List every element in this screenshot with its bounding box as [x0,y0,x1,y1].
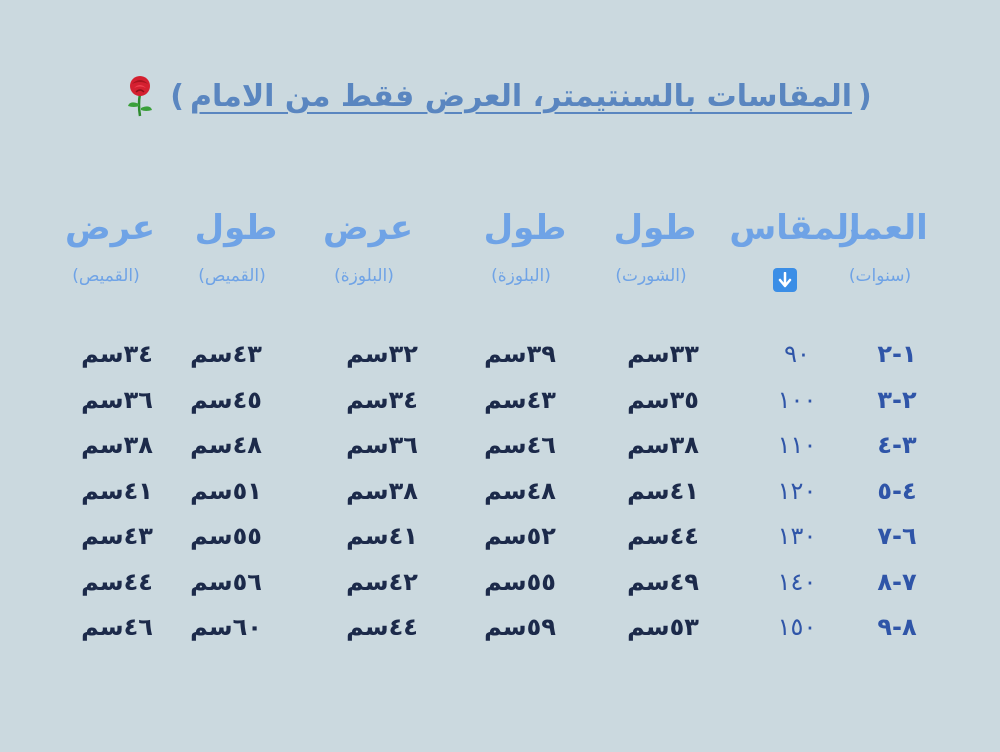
title-open-paren: ( [858,78,872,114]
table-cell-size: ١٢٠ [777,476,817,505]
table-cell-shirt-width: ٣٦سم [81,385,153,414]
down-arrow-icon [773,268,797,292]
table-cell-blouse-width: ٤١سم [346,522,418,550]
table-cell-shirt-width: ٤٤سم [81,567,153,596]
title-close-paren: ) [170,78,184,114]
table-cell-blouse-width: ٣٨سم [346,476,418,505]
table-cell-shirt-length: ٥١سم [190,476,262,505]
table-cell-blouse-length: ٤٨سم [484,476,556,505]
column-subheader-shirt-length: (القميص) [198,266,266,286]
table-cell-shirt-width: ٣٨سم [81,431,153,459]
table-cell-blouse-width: ٤٢سم [346,567,418,596]
table-cell-shirt-width: ٤٣سم [81,522,153,550]
column-subheader-shirt-width: (القميص) [72,266,140,286]
table-cell-size: ٩٠ [784,340,810,368]
table-cell-size: ١٤٠ [777,567,817,596]
table-cell-shorts-length: ٣٣سم [627,340,699,368]
column-header-age: العمر [840,208,928,248]
rose-icon [122,74,158,118]
table-cell-age: ٧-٨ [877,567,917,596]
table-cell-shirt-width: ٤١سم [81,476,153,505]
table-cell-shirt-length: ٤٥سم [190,385,262,414]
table-cell-shorts-length: ٣٨سم [627,431,699,459]
table-cell-shorts-length: ٤٤سم [627,522,699,550]
table-cell-shirt-length: ٥٥سم [190,522,262,550]
table-cell-blouse-length: ٥٩سم [484,613,556,641]
table-cell-size: ١٠٠ [777,385,817,414]
column-subheader-age: (سنوات) [848,266,912,286]
table-cell-size: ١٥٠ [777,613,817,641]
table-cell-age: ٣-٤ [877,431,917,459]
table-cell-age: ٤-٥ [877,476,917,505]
table-cell-blouse-length: ٤٣سم [484,385,556,414]
table-cell-blouse-width: ٣٢سم [346,340,418,368]
page-title [0,74,1000,118]
column-header-shirt-width: عرض [64,208,156,248]
column-header-size: المقاس [729,208,861,248]
column-header-blouse-width: عرض [322,208,414,248]
column-subheader-shorts-length: (الشورت) [615,266,687,286]
table-cell-shirt-length: ٤٨سم [190,431,262,459]
column-subheader-blouse-length: (البلوزة) [491,266,551,286]
table-cell-blouse-length: ٤٦سم [484,431,556,459]
table-cell-shirt-length: ٦٠سم [190,613,262,641]
table-cell-blouse-length: ٥٥سم [484,567,556,596]
table-cell-age: ٢-٣ [877,385,917,414]
table-cell-shorts-length: ٥٣سم [627,613,699,641]
table-cell-shorts-length: ٤١سم [627,476,699,505]
table-cell-blouse-width: ٣٤سم [346,385,418,414]
table-cell-blouse-width: ٣٦سم [346,431,418,459]
table-cell-age: ٦-٧ [877,522,917,550]
table-cell-shorts-length: ٣٥سم [627,385,699,414]
column-header-blouse-length: طول [483,208,567,248]
table-cell-shirt-width: ٣٤سم [81,340,153,368]
table-cell-shirt-length: ٥٦سم [190,567,262,596]
column-header-shorts-length: طول [613,208,697,248]
column-header-shirt-length: طول [194,208,278,248]
table-cell-shorts-length: ٤٩سم [627,567,699,596]
column-subheader-blouse-width: (البلوزة) [334,266,394,286]
table-cell-size: ١١٠ [777,431,817,459]
table-cell-shirt-length: ٤٣سم [190,340,262,368]
table-cell-size: ١٣٠ [777,522,817,550]
table-cell-shirt-width: ٤٦سم [81,613,153,641]
title-text: المقاسات بالسنتيمتر، العرض فقط من الامام [190,78,853,114]
table-cell-age: ٨-٩ [877,613,917,641]
table-cell-blouse-length: ٣٩سم [484,340,556,368]
table-cell-age: ١-٢ [877,340,917,368]
table-cell-blouse-width: ٤٤سم [346,613,418,641]
table-cell-blouse-length: ٥٢سم [484,522,556,550]
